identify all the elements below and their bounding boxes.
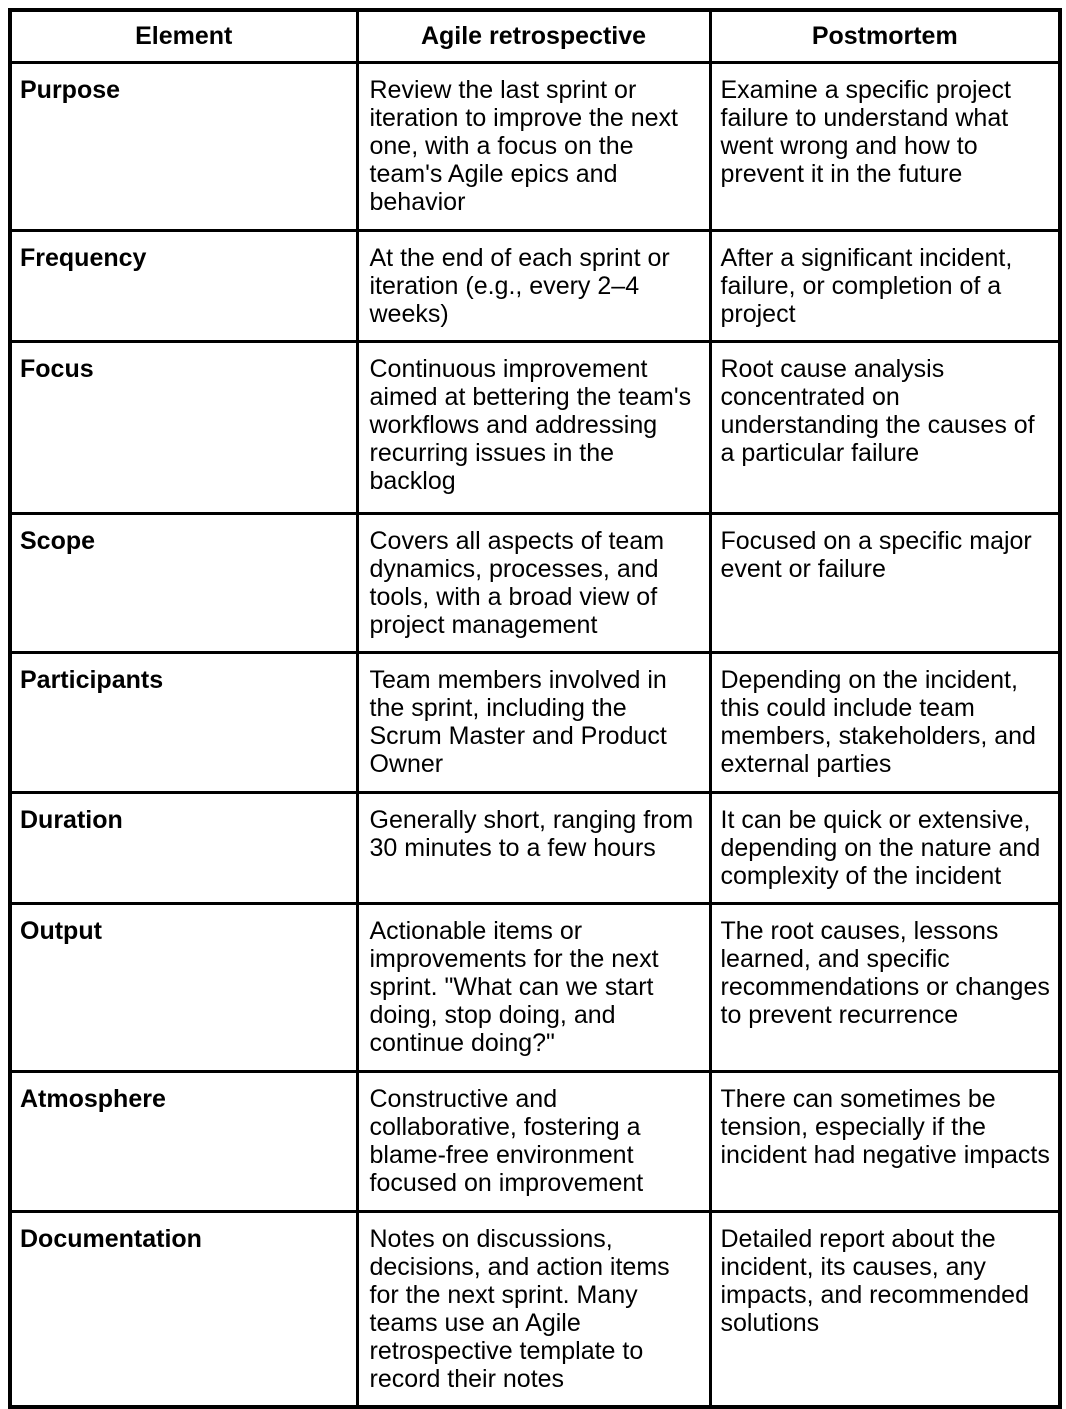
agile-cell-documentation: Notes on discussions, decisions, and action items for the next sprint. Many teams use an Agile retrospective template to record their notes [357,1211,710,1407]
header-element: Element [10,10,357,62]
header-agile-retrospective: Agile retrospective [357,10,710,62]
postmortem-cell-scope: Focused on a specific major event or failure [710,513,1060,652]
postmortem-cell-duration: It can be quick or extensive, depending on the nature and complexity of the incident [710,792,1060,903]
table-row [10,230,1060,341]
postmortem-cell-participants: Depending on the incident, this could include team members, stakeholders, and external parties [710,652,1060,792]
postmortem-cell-purpose: Examine a specific project failure to understand what went wrong and how to prevent it in the future [710,62,1060,230]
table-row [10,1211,1060,1407]
table-row [10,1071,1060,1211]
table-row [10,903,1060,1071]
table-row [10,792,1060,903]
table-row [10,513,1060,652]
agile-cell-purpose: Review the last sprint or iteration to improve the next one, with a focus on the team's Agile epics and behavior [357,62,710,230]
table-header-row [10,10,1060,62]
postmortem-cell-output: The root causes, lessons learned, and specific recommendations or changes to prevent recurrence [710,903,1060,1071]
comparison-table [8,8,1062,1409]
agile-cell-participants: Team members involved in the sprint, including the Scrum Master and Product Owner [357,652,710,792]
agile-cell-output: Actionable items or improvements for the next sprint. "What can we start doing, stop doing, and continue doing?" [357,903,710,1071]
table-row [10,62,1060,230]
row-label-duration: Duration [10,792,357,903]
row-label-documentation: Documentation [10,1211,357,1407]
row-label-output: Output [10,903,357,1071]
agile-cell-frequency: At the end of each sprint or iteration (e.g., every 2–4 weeks) [357,230,710,341]
header-postmortem: Postmortem [710,10,1060,62]
row-label-purpose: Purpose [10,62,357,230]
row-label-frequency: Frequency [10,230,357,341]
agile-cell-atmosphere: Constructive and collaborative, fostering a blame-free environment focused on improvement [357,1071,710,1211]
table-row [10,341,1060,513]
row-label-atmosphere: Atmosphere [10,1071,357,1211]
agile-cell-duration: Generally short, ranging from 30 minutes to a few hours [357,792,710,903]
table-row [10,652,1060,792]
postmortem-cell-frequency: After a significant incident, failure, or completion of a project [710,230,1060,341]
row-label-scope: Scope [10,513,357,652]
row-label-participants: Participants [10,652,357,792]
agile-cell-focus: Continuous improvement aimed at bettering the team's workflows and addressing recurring issues in the backlog [357,341,710,513]
agile-cell-scope: Covers all aspects of team dynamics, processes, and tools, with a broad view of project management [357,513,710,652]
postmortem-cell-documentation: Detailed report about the incident, its causes, any impacts, and recommended solutions [710,1211,1060,1407]
postmortem-cell-atmosphere: There can sometimes be tension, especially if the incident had negative impacts [710,1071,1060,1211]
row-label-focus: Focus [10,341,357,513]
postmortem-cell-focus: Root cause analysis concentrated on understanding the causes of a particular failure [710,341,1060,513]
